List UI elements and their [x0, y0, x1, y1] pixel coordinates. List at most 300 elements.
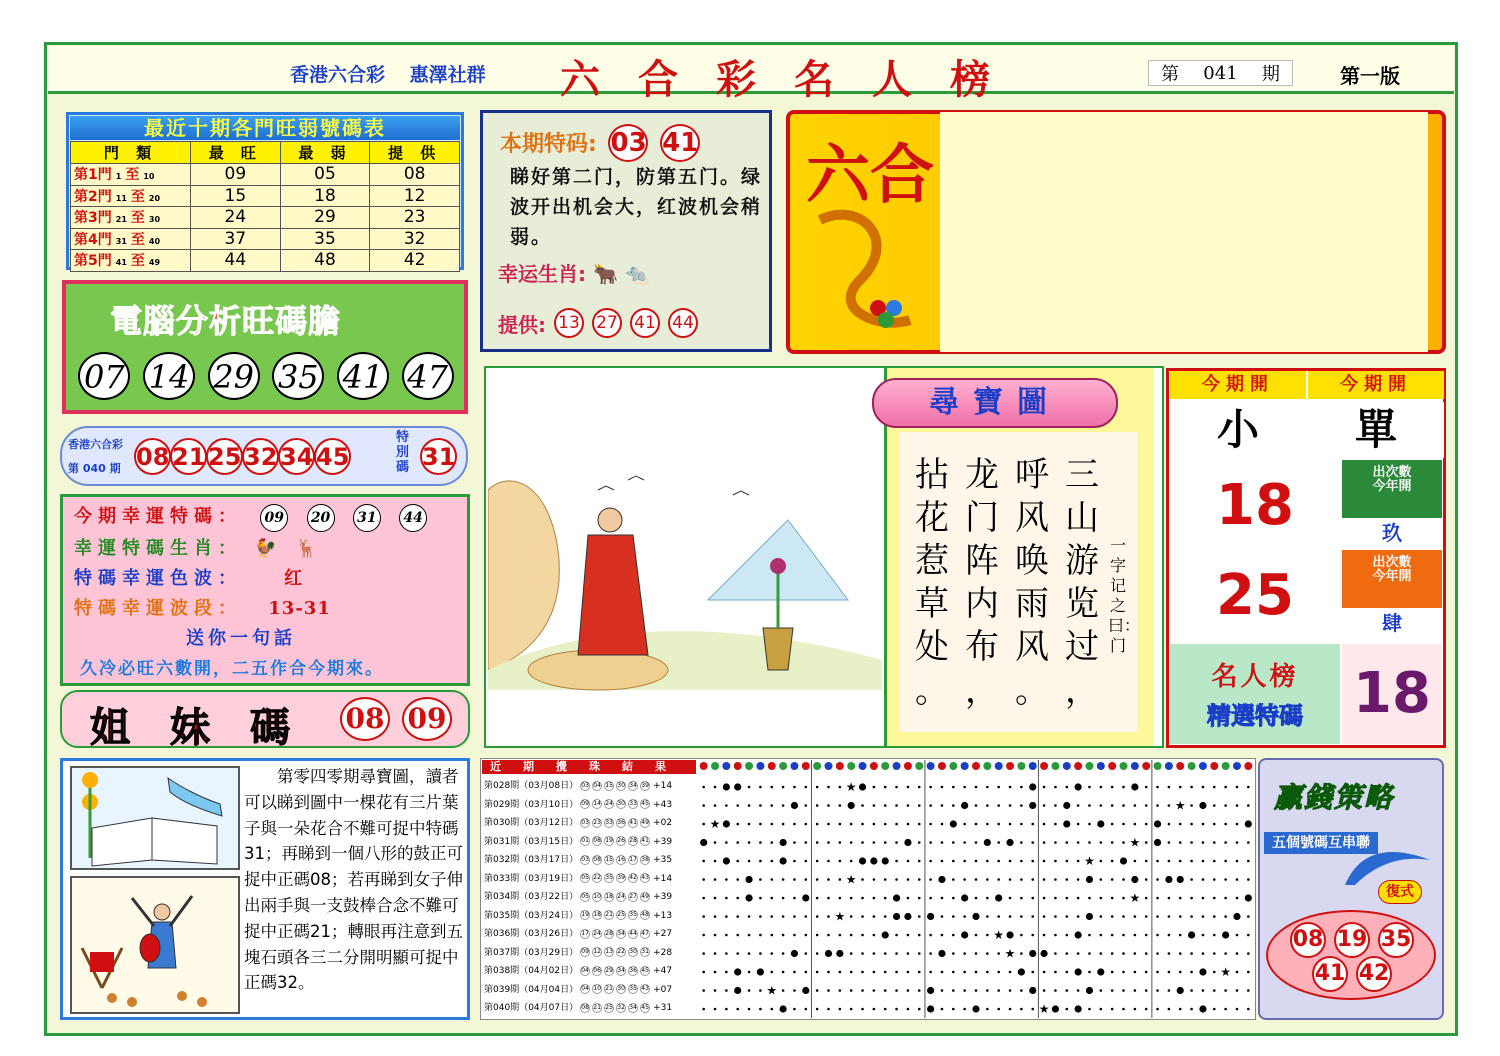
row-issue: 第031期 [484, 836, 520, 847]
empty-dot [1088, 897, 1091, 900]
empty-dot [850, 934, 853, 937]
empty-dot [873, 804, 876, 807]
result-special: +31 [653, 1003, 673, 1013]
empty-dot [1122, 915, 1125, 918]
empty-dot [861, 897, 864, 900]
empty-dot [997, 786, 1000, 789]
empty-dot [1145, 823, 1148, 826]
empty-dot [986, 786, 989, 789]
column-marker [1074, 762, 1082, 770]
hit-dot [1131, 783, 1138, 790]
empty-dot [997, 841, 1000, 844]
result-ball: 21 [605, 985, 613, 992]
table-row [484, 814, 696, 832]
empty-dot [975, 934, 978, 937]
hit-dot [961, 931, 968, 938]
empty-dot [748, 952, 751, 955]
empty-dot [1077, 952, 1080, 955]
empty-dot [850, 823, 853, 826]
special-star: ★ [1129, 835, 1141, 850]
hit-dot [1029, 783, 1036, 790]
drummer-illustration [70, 876, 240, 1014]
empty-dot [816, 804, 819, 807]
result-ball: 38 [641, 855, 649, 863]
empty-dot [725, 915, 728, 918]
empty-dot [1202, 786, 1205, 789]
empty-dot [804, 971, 807, 974]
empty-dot [1077, 804, 1080, 807]
empty-dot [1031, 841, 1034, 844]
empty-dot [1122, 989, 1125, 992]
number-ball: 09 [402, 697, 452, 741]
empty-dot [1020, 786, 1023, 789]
empty-dot [929, 878, 932, 881]
community-name: 惠澤社群 [409, 64, 486, 86]
empty-dot [793, 786, 796, 789]
empty-dot [827, 786, 830, 789]
hit-dot [734, 783, 741, 790]
hit-dot [1097, 820, 1104, 827]
empty-dot [1224, 786, 1227, 789]
empty-dot [759, 786, 762, 789]
row-date: （03月22日） [519, 892, 579, 902]
book-illustration [70, 766, 240, 870]
empty-dot [1020, 1008, 1023, 1011]
row-date: （03月10日） [519, 799, 579, 810]
empty-dot [1043, 915, 1046, 918]
column-marker [836, 762, 844, 770]
empty-dot [736, 860, 739, 863]
result-ball: 34 [617, 929, 625, 937]
row-issue: 第035期 [484, 910, 520, 921]
empty-dot [804, 804, 807, 807]
empty-dot [1134, 989, 1137, 992]
result-ball: 43 [641, 985, 649, 992]
hot-cell: 37 [191, 228, 281, 250]
empty-dot [997, 915, 1000, 918]
empty-dot [827, 1008, 830, 1011]
empty-dot [759, 989, 762, 992]
gem-icon [800, 200, 920, 344]
result-ball: 04 [581, 985, 589, 992]
empty-dot [702, 860, 705, 863]
empty-dot [1100, 804, 1103, 807]
empty-dot [725, 971, 728, 974]
empty-dot [1065, 786, 1068, 789]
hit-dot [1086, 987, 1093, 994]
empty-dot [736, 1008, 739, 1011]
column-marker [1051, 762, 1059, 770]
hit-dot [1075, 1005, 1082, 1012]
row-date: （03月12日） [519, 818, 579, 828]
empty-dot [725, 952, 728, 955]
empty-dot [907, 804, 910, 807]
empty-dot [1009, 860, 1012, 863]
empty-dot [1179, 897, 1182, 900]
gate-from: 31 [115, 236, 127, 246]
empty-dot [1054, 989, 1057, 992]
empty-dot [816, 1008, 819, 1011]
column-marker [983, 762, 991, 770]
empty-dot [1213, 952, 1216, 955]
year-label: 今年開 [1372, 479, 1412, 494]
lucky-range-value: 13-31 [268, 598, 331, 619]
hit-dot [972, 913, 979, 920]
empty-dot [1020, 804, 1023, 807]
result-ball: 04 [581, 966, 589, 974]
empty-dot [748, 915, 751, 918]
table-row [484, 925, 696, 943]
empty-dot [816, 952, 819, 955]
empty-dot [702, 915, 705, 918]
hit-dot [893, 894, 900, 901]
hit-dot [802, 894, 809, 901]
column-marker [870, 762, 878, 770]
empty-dot [1168, 897, 1171, 900]
empty-dot [1247, 860, 1250, 863]
number-ball: 45 [314, 438, 351, 475]
result-ball: 10 [593, 892, 601, 900]
count-value: 肆 [1342, 608, 1442, 638]
empty-dot [1122, 952, 1125, 955]
hit-dot [904, 839, 911, 846]
provide-cell: 12 [370, 185, 460, 207]
special-star: ★ [1038, 1002, 1050, 1016]
result-ball: 47 [641, 929, 649, 937]
empty-dot [1213, 860, 1216, 863]
hit-dot [1029, 802, 1036, 809]
empty-dot [1020, 878, 1023, 881]
empty-dot [714, 897, 717, 900]
empty-dot [759, 915, 762, 918]
empty-dot [793, 860, 796, 863]
empty-dot [1111, 786, 1114, 789]
gate-label: 第3門 [74, 210, 112, 227]
row-date: （04月02日） [519, 966, 579, 976]
col-header: 最 旺 [191, 142, 281, 164]
table-row [484, 777, 696, 795]
result-ball: 22 [593, 874, 601, 881]
empty-dot [929, 897, 932, 900]
empty-dot [1145, 897, 1148, 900]
issue-prefix: 第 [1161, 64, 1180, 85]
empty-dot [929, 971, 932, 974]
empty-dot [1122, 1008, 1125, 1011]
result-special: +02 [653, 818, 673, 828]
gate-to-word: 至 [130, 210, 145, 227]
previous-numbers [134, 438, 350, 475]
lucky-label: 幸運特碼生肖： [74, 538, 242, 559]
number-ball: 41 [337, 352, 389, 400]
column-marker [779, 762, 787, 770]
empty-dot [918, 786, 921, 789]
empty-dot [861, 971, 864, 974]
empty-dot [1156, 804, 1159, 807]
empty-dot [975, 989, 978, 992]
column-marker [1017, 762, 1025, 770]
poem-punct: ， [965, 671, 999, 711]
empty-dot [1145, 1008, 1148, 1011]
empty-dot [1168, 971, 1171, 974]
empty-dot [884, 786, 887, 789]
empty-dot [1190, 841, 1193, 844]
empty-dot [1065, 952, 1068, 955]
empty-dot [873, 915, 876, 918]
empty-dot [1213, 971, 1216, 974]
empty-dot [850, 952, 853, 955]
result-ball: 18 [605, 892, 613, 900]
sister-title: 姐妹碼 [90, 704, 330, 751]
empty-dot [1156, 934, 1159, 937]
empty-dot [941, 897, 944, 900]
empty-dot [1009, 804, 1012, 807]
empty-dot [952, 860, 955, 863]
empty-dot [850, 971, 853, 974]
famous-number: 18 [1342, 644, 1442, 744]
number-ball: 14 [143, 352, 195, 400]
computer-analysis-title: 電腦分析旺碼膽 [110, 302, 342, 340]
column-marker [1006, 762, 1014, 770]
empty-dot [952, 934, 955, 937]
empty-dot [1236, 952, 1239, 955]
result-ball: 17 [581, 929, 589, 937]
result-ball: 41 [629, 818, 637, 826]
empty-dot [952, 1008, 955, 1011]
empty-dot [816, 971, 819, 974]
special-title-text: 本期特码: [500, 132, 597, 157]
empty-dot [748, 989, 751, 992]
empty-dot [770, 1008, 773, 1011]
empty-dot [793, 915, 796, 918]
empty-dot [1156, 952, 1159, 955]
empty-dot [804, 786, 807, 789]
empty-dot [770, 971, 773, 974]
empty-dot [963, 841, 966, 844]
empty-dot [839, 971, 842, 974]
number-ball: 13 [554, 308, 584, 338]
column-marker [915, 762, 923, 770]
empty-dot [1065, 860, 1068, 863]
table-row [71, 250, 460, 272]
empty-dot [861, 1008, 864, 1011]
empty-dot [1054, 915, 1057, 918]
empty-dot [1088, 786, 1091, 789]
empty-dot [1247, 786, 1250, 789]
empty-dot [861, 934, 864, 937]
column-marker [961, 762, 969, 770]
hit-dot [1006, 839, 1013, 846]
empty-dot [1031, 878, 1034, 881]
empty-dot [748, 860, 751, 863]
empty-dot [725, 878, 728, 881]
strategy-title: 贏錢策略 [1274, 781, 1395, 814]
column-marker [734, 762, 742, 770]
poem-punct: 。 [915, 671, 949, 711]
table-row [484, 851, 696, 869]
result-ball: 49 [641, 892, 649, 900]
empty-dot [895, 1008, 898, 1011]
empty-dot [873, 897, 876, 900]
special-label: 特別碼 [396, 430, 410, 475]
empty-dot [714, 1008, 717, 1011]
lucky-zodiac [498, 258, 650, 287]
hit-dot [757, 968, 764, 975]
empty-dot [986, 878, 989, 881]
special-ball: 31 [420, 438, 457, 475]
empty-dot [1202, 952, 1205, 955]
empty-dot [702, 971, 705, 974]
empty-dot [986, 915, 989, 918]
table-row [71, 185, 460, 207]
hit-dot [780, 839, 787, 846]
issue-number: 041 [1203, 62, 1238, 84]
empty-dot [873, 878, 876, 881]
empty-dot [918, 823, 921, 826]
result-ball: 04 [593, 781, 601, 789]
empty-dot [793, 989, 796, 992]
empty-dot [895, 804, 898, 807]
number-ball: 09 [260, 504, 288, 532]
empty-dot [1145, 971, 1148, 974]
empty-dot [1020, 934, 1023, 937]
column-marker [1244, 762, 1252, 770]
table-row [484, 981, 696, 999]
count-label: 出次數 [1372, 465, 1412, 480]
result-ball: 39 [617, 874, 625, 881]
strategy-tag: 五個號碼互串聯 [1264, 832, 1378, 854]
column-marker [904, 762, 912, 770]
number-ball: 35 [1378, 922, 1414, 958]
number-ball: 08 [134, 438, 171, 475]
empty-dot [1077, 989, 1080, 992]
count-value: 玖 [1342, 518, 1442, 548]
empty-dot [941, 823, 944, 826]
empty-dot [952, 952, 955, 955]
hit-dot [1154, 839, 1161, 846]
empty-dot [1009, 878, 1012, 881]
empty-dot [770, 915, 773, 918]
empty-dot [1236, 786, 1239, 789]
empty-dot [1100, 915, 1103, 918]
number-ball: 41 [630, 308, 660, 338]
empty-dot [895, 823, 898, 826]
empty-dot [1054, 841, 1057, 844]
hit-dot [1233, 913, 1240, 920]
result-ball: 24 [605, 800, 613, 807]
result-ball: 03 [581, 781, 589, 789]
result-ball: 33 [605, 818, 613, 826]
empty-dot [952, 915, 955, 918]
result-ball: 34 [629, 781, 637, 789]
empty-dot [804, 915, 807, 918]
empty-dot [1134, 915, 1137, 918]
number-ball: 34 [278, 438, 315, 475]
empty-dot [702, 952, 705, 955]
column-marker [881, 762, 889, 770]
result-special: +39 [653, 836, 673, 847]
empty-dot [1134, 952, 1137, 955]
empty-dot [1111, 1008, 1114, 1011]
empty-dot [1054, 971, 1057, 974]
gate-label: 第4門 [74, 231, 112, 248]
empty-dot [1111, 952, 1114, 955]
empty-dot [986, 804, 989, 807]
column-marker [790, 762, 798, 770]
empty-dot [816, 915, 819, 918]
result-ball: 48 [641, 911, 649, 918]
hit-dot [927, 1005, 934, 1012]
empty-dot [873, 823, 876, 826]
empty-dot [1156, 915, 1159, 918]
column-marker [802, 762, 810, 770]
famous-title: 名人榜 [1211, 662, 1299, 692]
empty-dot [918, 1008, 921, 1011]
hit-dot [1165, 876, 1172, 883]
empty-dot [1020, 915, 1023, 918]
empty-dot [1145, 804, 1148, 807]
empty-dot [1111, 823, 1114, 826]
empty-dot [850, 989, 853, 992]
result-ball: 08 [593, 855, 601, 863]
empty-dot [1179, 860, 1182, 863]
empty-dot [1100, 989, 1103, 992]
empty-dot [1145, 860, 1148, 863]
empty-dot [997, 878, 1000, 881]
empty-dot [1247, 989, 1250, 992]
empty-dot [907, 971, 910, 974]
empty-dot [850, 915, 853, 918]
empty-dot [1247, 804, 1250, 807]
empty-dot [861, 989, 864, 992]
empty-dot [736, 841, 739, 844]
hit-dot [1075, 931, 1082, 938]
empty-dot [1213, 786, 1216, 789]
row-date: （03月19日） [519, 873, 579, 884]
table-row [484, 999, 696, 1017]
hit-dot [950, 820, 957, 827]
special-star: ★ [1004, 946, 1016, 961]
table-row [484, 962, 696, 980]
empty-dot [1156, 878, 1159, 881]
empty-dot [1100, 878, 1103, 881]
hit-dot [1040, 950, 1047, 957]
empty-dot [736, 952, 739, 955]
lucky-color-value: 红 [284, 568, 309, 589]
gate-label: 第2門 [74, 188, 112, 205]
result-ball: 23 [593, 818, 601, 826]
hot-cell: 44 [191, 250, 281, 272]
special-star: ★ [1084, 854, 1095, 868]
empty-dot [725, 1008, 728, 1011]
empty-dot [941, 1008, 944, 1011]
gate-label: 第5門 [74, 253, 112, 270]
empty-dot [1224, 915, 1227, 918]
result-ball: 24 [593, 929, 601, 937]
previous-issue: 第 040 期 [68, 462, 121, 475]
empty-dot [714, 915, 717, 918]
hit-dot [723, 857, 730, 864]
empty-dot [782, 989, 785, 992]
empty-dot [1020, 989, 1023, 992]
empty-dot [1134, 823, 1137, 826]
hit-dot [938, 876, 945, 883]
column-marker [1210, 762, 1218, 770]
empty-dot [1213, 878, 1216, 881]
empty-dot [770, 823, 773, 826]
empty-dot [804, 841, 807, 844]
empty-dot [963, 786, 966, 789]
issue-suffix: 期 [1261, 64, 1280, 85]
